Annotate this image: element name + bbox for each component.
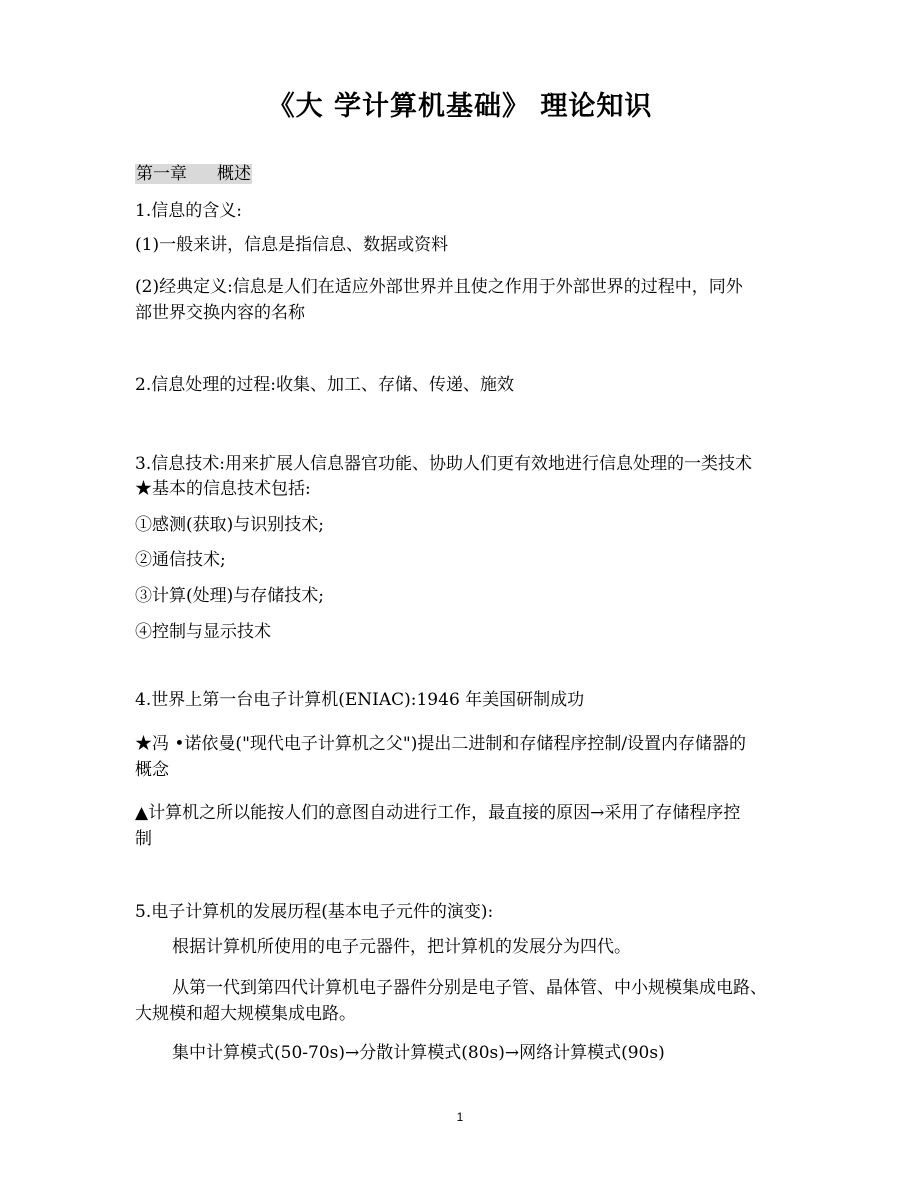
paragraph-line: 1.信息的含义:	[135, 201, 242, 221]
paragraph-line: ★基本的信息技术包括:	[135, 479, 311, 499]
paragraph-line: 5.电子计算机的发展历程(基本电子元件的演变):	[135, 902, 494, 922]
paragraph-line: (2)经典定义:信息是人们在适应外部世界并且使之作用于外部世界的过程中，同外	[135, 277, 743, 297]
chapter-name: 概述	[217, 164, 251, 184]
list-item: ①感测(获取)与识别技术;	[135, 515, 324, 535]
list-item: ④控制与显示技术	[135, 622, 271, 642]
paragraph-line: 部世界交换内容的名称	[135, 303, 305, 323]
paragraph-line: 集中计算模式(50-70s)→分散计算模式(80s)→网络计算模式(90s)	[172, 1043, 665, 1063]
list-item: ②通信技术;	[135, 550, 226, 570]
paragraph-line: (1)一般来讲，信息是指信息、数据或资料	[135, 235, 449, 255]
paragraph-line: 3.信息技术:用来扩展人信息器官功能、协助人们更有效地进行信息处理的一类技术	[135, 454, 752, 474]
paragraph-line: 2.信息处理的过程:收集、加工、存储、传递、施效	[135, 375, 514, 395]
list-item: ③计算(处理)与存储技术;	[135, 586, 324, 606]
paragraph-line: 根据计算机所使用的电子元器件，把计算机的发展分为四代。	[172, 937, 631, 957]
chapter-heading-highlight	[135, 164, 252, 184]
paragraph-line: 从第一代到第四代计算机电子器件分别是电子管、晶体管、中小规模集成电路、	[172, 978, 767, 998]
page-number: 1	[456, 1110, 464, 1124]
paragraph-line: ▲计算机之所以能按人们的意图自动进行工作，最直接的原因→采用了存储程序控	[135, 803, 741, 823]
paragraph-line: 概念	[135, 760, 169, 780]
paragraph-line: 4.世界上第一台电子计算机(ENIAC):1946 年美国研制成功	[135, 690, 585, 710]
paragraph-line: ★冯 •诺依曼("现代电子计算机之父")提出二进制和存储程序控制/设置内存储器的	[135, 734, 747, 754]
page-title: 《大 学计算机基础》 理论知识	[267, 91, 653, 122]
paragraph-line: 制	[135, 829, 152, 849]
chapter-number: 第一章	[136, 164, 187, 184]
paragraph-line: 大规模和超大规模集成电路。	[135, 1004, 356, 1024]
chapter-heading	[135, 162, 252, 186]
